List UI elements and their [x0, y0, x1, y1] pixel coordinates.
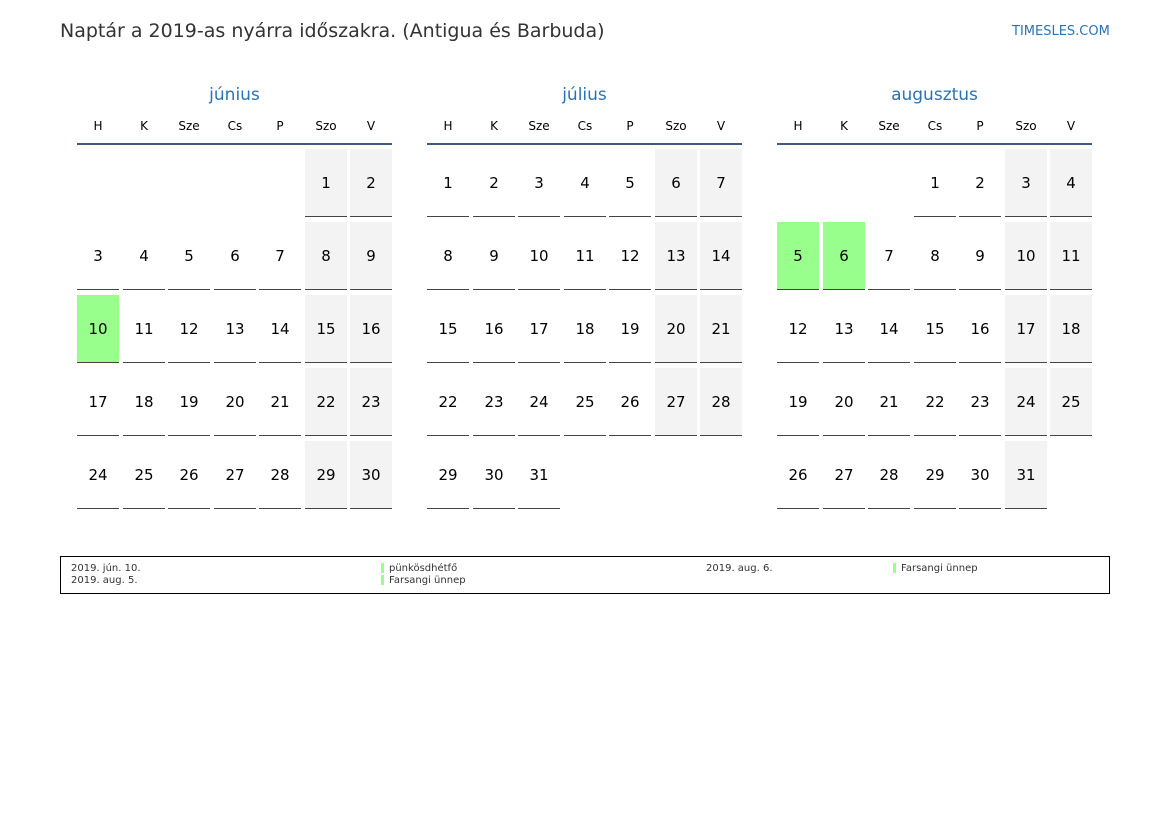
- day-cell: 26: [609, 368, 651, 436]
- day-cell: 29: [427, 441, 469, 509]
- day-cell: 11: [123, 295, 165, 363]
- day-cell: 25: [123, 441, 165, 509]
- month-calendar: [777, 84, 1092, 484]
- day-cell: 26: [168, 441, 210, 509]
- day-cell: 18: [123, 368, 165, 436]
- day-cell: 28: [868, 441, 910, 509]
- day-cell: 22: [305, 368, 347, 436]
- month-name: június: [209, 85, 260, 105]
- day-cell: 20: [655, 295, 697, 363]
- day-cell: 14: [700, 222, 742, 290]
- holiday-day-cell: 5: [777, 222, 819, 290]
- day-cell: 14: [868, 295, 910, 363]
- weekday-label: Szo: [665, 119, 687, 133]
- day-cell: 19: [168, 368, 210, 436]
- weekday-label: Szo: [315, 119, 337, 133]
- day-cell: 15: [427, 295, 469, 363]
- day-cell: 31: [1005, 441, 1047, 509]
- day-cell: 12: [777, 295, 819, 363]
- day-cell: 7: [700, 149, 742, 217]
- page-title: Naptár a 2019-as nyárra időszakra. (Antigua és Barbuda): [60, 20, 605, 42]
- legend-holiday-name: Farsangi ünnep: [901, 563, 978, 574]
- day-cell: 30: [959, 441, 1001, 509]
- day-cell: 18: [1050, 295, 1092, 363]
- day-cell: 10: [1005, 222, 1047, 290]
- day-cell: 26: [777, 441, 819, 509]
- day-cell: 21: [700, 295, 742, 363]
- weekday-label: P: [976, 119, 984, 133]
- day-cell: 9: [473, 222, 515, 290]
- weekday-label: H: [443, 119, 453, 133]
- day-cell: 28: [259, 441, 301, 509]
- holiday-marker: [381, 575, 384, 585]
- day-cell: 27: [823, 441, 865, 509]
- day-cell: 5: [168, 222, 210, 290]
- weekday-label: Szo: [1015, 119, 1037, 133]
- day-cell: 7: [259, 222, 301, 290]
- day-cell: 14: [259, 295, 301, 363]
- day-cell: 16: [473, 295, 515, 363]
- weekday-header: [77, 118, 392, 145]
- day-cell: 29: [914, 441, 956, 509]
- day-cell: 3: [1005, 149, 1047, 217]
- day-cell: 17: [518, 295, 560, 363]
- day-cell: 29: [305, 441, 347, 509]
- day-cell: 2: [959, 149, 1001, 217]
- day-cell: 25: [1050, 368, 1092, 436]
- day-cell: 15: [305, 295, 347, 363]
- weekday-label: P: [626, 119, 634, 133]
- month-calendar: [77, 84, 392, 484]
- day-cell: 12: [609, 222, 651, 290]
- day-cell: 4: [123, 222, 165, 290]
- day-cell: 13: [655, 222, 697, 290]
- month-name: július: [562, 85, 607, 105]
- day-cell: 9: [350, 222, 392, 290]
- day-cell: 1: [305, 149, 347, 217]
- day-cell: 23: [959, 368, 1001, 436]
- day-cell: 3: [518, 149, 560, 217]
- legend-holiday-name: Farsangi ünnep: [389, 575, 466, 586]
- weekday-label: Sze: [528, 119, 550, 133]
- day-cell: 2: [350, 149, 392, 217]
- day-cell: 28: [700, 368, 742, 436]
- weekday-label: P: [276, 119, 284, 133]
- day-cell: 12: [168, 295, 210, 363]
- day-cell: 17: [77, 368, 119, 436]
- day-cell: 8: [427, 222, 469, 290]
- weekday-label: K: [490, 119, 498, 133]
- holiday-day-cell: 6: [823, 222, 865, 290]
- weekday-label: Cs: [577, 119, 593, 133]
- weekday-label: H: [93, 119, 103, 133]
- holiday-legend: [60, 556, 1110, 594]
- day-cell: 31: [518, 441, 560, 509]
- day-cell: 22: [914, 368, 956, 436]
- day-cell: 23: [473, 368, 515, 436]
- day-cell: 1: [427, 149, 469, 217]
- day-cell: 11: [1050, 222, 1092, 290]
- weekday-label: Sze: [878, 119, 900, 133]
- day-cell: 24: [518, 368, 560, 436]
- month-name: augusztus: [891, 85, 978, 105]
- holiday-day-cell: 10: [77, 295, 119, 363]
- day-cell: 15: [914, 295, 956, 363]
- holiday-marker: [381, 563, 384, 573]
- day-cell: 27: [655, 368, 697, 436]
- day-cell: 4: [1050, 149, 1092, 217]
- legend-date: 2019. aug. 6.: [706, 563, 773, 574]
- weekday-header: [427, 118, 742, 145]
- day-cell: 30: [350, 441, 392, 509]
- weekday-label: Sze: [178, 119, 200, 133]
- holiday-marker: [893, 563, 896, 573]
- day-cell: 6: [655, 149, 697, 217]
- day-cell: 22: [427, 368, 469, 436]
- weekday-label: Cs: [227, 119, 243, 133]
- day-cell: 5: [609, 149, 651, 217]
- weekday-label: K: [140, 119, 148, 133]
- day-cell: 11: [564, 222, 606, 290]
- day-cell: 6: [214, 222, 256, 290]
- month-calendar: [427, 84, 742, 484]
- day-cell: 8: [305, 222, 347, 290]
- weekday-label: V: [366, 119, 376, 133]
- weekday-label: K: [840, 119, 848, 133]
- legend-date: 2019. aug. 5.: [71, 575, 138, 586]
- day-cell: 4: [564, 149, 606, 217]
- day-cell: 8: [914, 222, 956, 290]
- brand-link[interactable]: TIMESLES.COM: [1012, 24, 1110, 39]
- weekday-label: V: [1066, 119, 1076, 133]
- weekday-label: Cs: [927, 119, 943, 133]
- weekday-label: H: [793, 119, 803, 133]
- day-cell: 25: [564, 368, 606, 436]
- day-cell: 30: [473, 441, 515, 509]
- legend-holiday-name: pünkösdhétfő: [389, 563, 458, 574]
- day-cell: 1: [914, 149, 956, 217]
- day-cell: 2: [473, 149, 515, 217]
- day-cell: 27: [214, 441, 256, 509]
- day-cell: 21: [259, 368, 301, 436]
- day-cell: 24: [77, 441, 119, 509]
- day-cell: 17: [1005, 295, 1047, 363]
- day-cell: 23: [350, 368, 392, 436]
- day-cell: 3: [77, 222, 119, 290]
- day-cell: 19: [777, 368, 819, 436]
- day-cell: 10: [518, 222, 560, 290]
- day-cell: 18: [564, 295, 606, 363]
- weekday-label: V: [716, 119, 726, 133]
- legend-date: 2019. jún. 10.: [71, 563, 141, 574]
- day-cell: 16: [350, 295, 392, 363]
- day-cell: 24: [1005, 368, 1047, 436]
- day-cell: 13: [823, 295, 865, 363]
- day-cell: 21: [868, 368, 910, 436]
- day-cell: 9: [959, 222, 1001, 290]
- day-cell: 13: [214, 295, 256, 363]
- weekday-header: [777, 118, 1092, 145]
- day-cell: 20: [823, 368, 865, 436]
- day-cell: 16: [959, 295, 1001, 363]
- day-cell: 7: [868, 222, 910, 290]
- day-cell: 20: [214, 368, 256, 436]
- day-cell: 19: [609, 295, 651, 363]
